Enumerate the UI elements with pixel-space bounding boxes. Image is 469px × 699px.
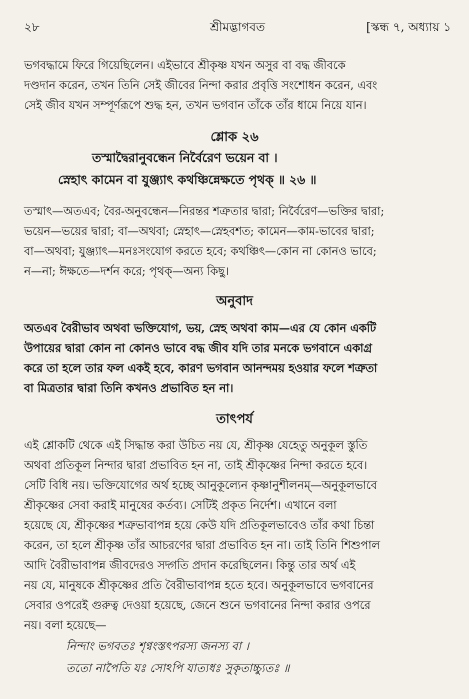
translation-heading: অনুবাদ bbox=[216, 294, 253, 309]
purport-line: করেন, তা হলে শ্রীকৃষ্ণ তাঁর আচরণের দ্বারা প্রভাবিত হন না। তাই তিনি শিশুপাল bbox=[24, 539, 380, 552]
synonym-line: ন—না; ঈক্ষতে—দর্শন করে; পৃথক্—অন্য কিছু। bbox=[24, 265, 229, 278]
chapter-location: [স্কন্ধ ৭, অধ্যায় ১ bbox=[366, 20, 451, 34]
purport-line: নয়। বলা হয়েছে— bbox=[24, 619, 107, 632]
paragraph-line: ভগবদ্ধামে ফিরে গিয়েছিলেন। এইভাবে শ্রীকৃষ্ণ যখন অসুর বা বদ্ধ জীবকে bbox=[24, 59, 346, 72]
intro-paragraph bbox=[24, 56, 447, 116]
verse-heading: শ্লোক ২৬ bbox=[210, 130, 259, 145]
translation-line: বা মিত্রতার দ্বারা তিনি কখনও প্রভাবিত হন না। bbox=[24, 381, 234, 395]
purport-line: সেবার ওপরেই গুরুত্ব দেওয়া হয়েছে, জেনে শুনে ভগবানের নিন্দা করার ওপরে bbox=[24, 599, 371, 612]
purport-line: সেটি বিধি নয়। ভক্তিযোগের অর্থ হচ্ছে আনুকূল্যেন কৃষ্ণানুশীলনম্—অনুকূলভাবে bbox=[24, 479, 378, 492]
purport-line: এই শ্লোকটি থেকে এই সিদ্ধান্ত করা উচিত নয় যে, শ্রীকৃষ্ণ যেহেতু অনুকূল স্তুতি bbox=[24, 439, 368, 452]
synonym-line: বা—অথবা; যুঞ্জ্যাৎ—মনঃসংযোগ করতে হবে; কথঞ্চিৎ—কোন না কোনও ভাবে; bbox=[24, 245, 377, 258]
translation-text bbox=[24, 318, 447, 398]
purport-line: নয় যে, মানুষকে শ্রীকৃষ্ণের প্রতি বৈরীভাবাপন্ন হতে হবে। অনুকূলভাবে ভগবানের bbox=[24, 579, 374, 592]
quote-line-2: ততো নাপৈতি যঃ সোঽপি যাত্যধঃ সুকৃতাচ্চ্যুতঃ ॥ bbox=[66, 661, 290, 675]
paragraph-line: দণ্ডদান করেন, তখন তিনি সেই জীবের নিন্দা করার প্রবৃত্তি সংশোধন করেন, এবং bbox=[24, 79, 378, 92]
quote-line-1: নিন্দাং ভগবতঃ শৃণ্বংস্তৎপরস্য জনস্য বা । bbox=[66, 639, 250, 653]
paragraph-line: সেই জীব যখন সম্পূর্ণরূপে শুদ্ধ হন, তখন ভগবান তাঁকে তাঁর ধামে নিয়ে যান। bbox=[24, 99, 367, 112]
translation-line: অতএব বৈরীভাব অথবা ভক্তিযোগ, ভয়, স্নেহ অথবা কাম—এর যে কোন একটি bbox=[24, 321, 377, 335]
synonyms bbox=[24, 202, 447, 282]
book-title: শ্রীমদ্ভাগবত bbox=[209, 20, 265, 34]
purport-heading: তাৎপর্য bbox=[216, 412, 253, 427]
translation-line: উপায়ের দ্বারা কোন না কোনও ভাবে বদ্ধ জীব যদি তার মনকে ভগবানে একাগ্র bbox=[24, 341, 372, 355]
verse-line-1: তস্মাদ্বৈরানুবন্ধেন নির্বৈরেণ ভয়েন বা । bbox=[92, 150, 278, 165]
purport-line: শ্রীকৃষ্ণের সেবা করাই মানুষের কর্তব্য। সেটিই প্রকৃত নির্দেশ। এখানে বলা bbox=[24, 499, 337, 512]
synonym-line: ভয়েন—ভয়ের দ্বারা; বা—অথবা; স্নেহাৎ—স্নেহবশত; কামেন—কাম-ভাবের দ্বারা; bbox=[24, 225, 375, 238]
purport-line: অথবা প্রতিকূল নিন্দার দ্বারা প্রভাবিত হন না, তাই শ্রীকৃষ্ণের নিন্দা করতে হবে। bbox=[24, 459, 368, 472]
verse-line-2: স্নেহাৎ কামেন বা যুঞ্জ্যাৎ কথঞ্চিন্নেক্ষতে পৃথক্ ॥ ২৬ ॥ bbox=[58, 172, 317, 187]
running-header bbox=[24, 18, 451, 38]
page-number: ২৮ bbox=[24, 20, 40, 34]
translation-line: করে তা হলে তার ফল একই হবে, কারণ ভগবান আনন্দময় হওয়ার ফলে শত্রুতা bbox=[24, 361, 378, 375]
synonym-line: তস্মাৎ—অতএব; বৈর-অনুবন্ধেন—নিরন্তর শত্রুতার দ্বারা; নির্বৈরেণ—ভক্তির দ্বারা; bbox=[24, 205, 385, 218]
purport-line: আদি বৈরীভাবাপন্ন জীবদেরও সদ্গতি প্রদান করেছিলেন। কিন্তু তার অর্থ এই bbox=[24, 559, 356, 572]
purport-text bbox=[24, 436, 447, 636]
purport-line: হয়েছে যে, শ্রীকৃষ্ণের শত্রুভাবাপন্ন হয়ে কেউ যদি প্রতিকূলভাবেও তাঁর কথা চিন্তা bbox=[24, 519, 375, 532]
